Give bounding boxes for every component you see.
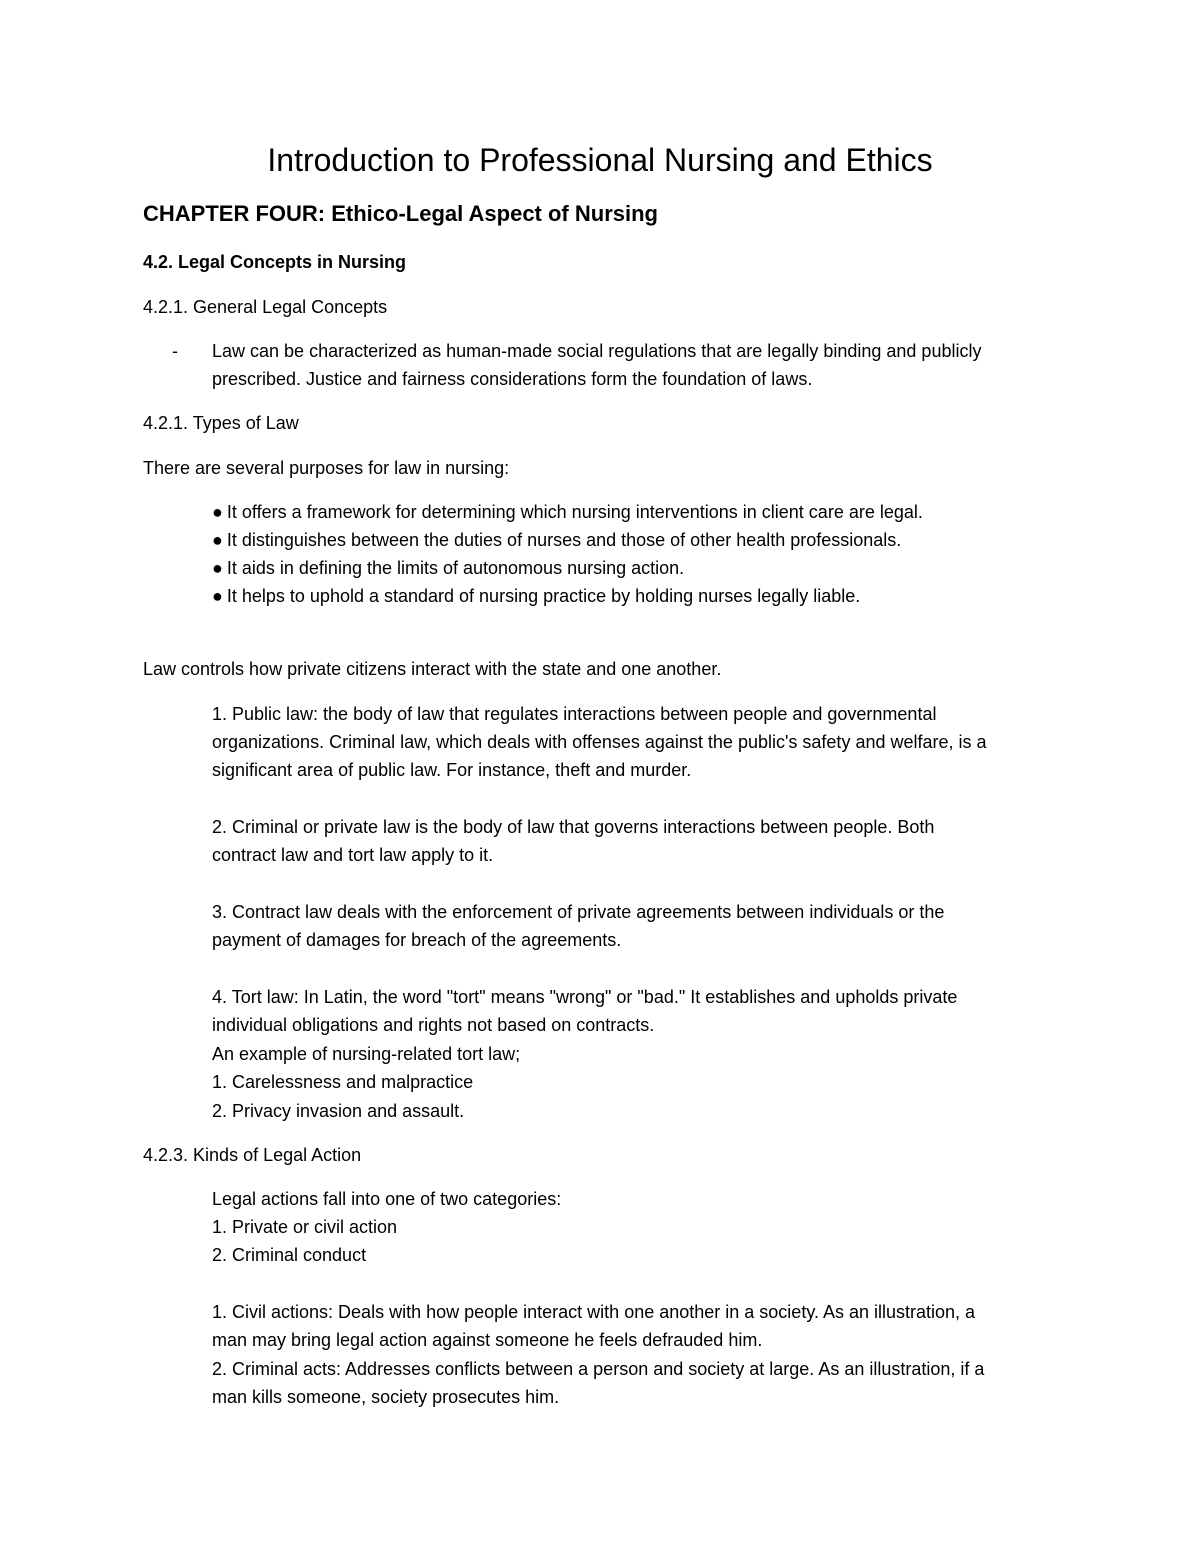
tort-example-intro: An example of nursing-related tort law; [212,1044,521,1064]
tort-law-line-1: 4. Tort law: In Latin, the word "tort" means "wrong" or "bad." It establishes and upholds private [212,987,958,1007]
bullet-icon: ● [212,586,223,606]
bullet-icon: ● [212,502,223,522]
purpose-bullet-text: It helps to uphold a standard of nursing practice by holding nurses legally liable. [226,586,861,606]
civil-actions-line-2: man may bring legal action against someone he feels defrauded him. [212,1330,763,1350]
purpose-bullet-text: It offers a framework for determining which nursing interventions in client care are legal. [226,502,923,522]
legal-action-category-item: 2. Criminal conduct [212,1245,367,1265]
criminal-acts-line-1: 2. Criminal acts: Addresses conflicts between a person and society at large. As an illustration, if a [212,1359,985,1379]
public-law-line-1: 1. Public law: the body of law that regulates interactions between people and governmental [212,704,937,724]
purpose-bullet [212,554,1142,583]
section-heading: 4.2. Legal Concepts in Nursing [143,252,407,272]
tort-example-item: 1. Carelessness and malpractice [212,1072,474,1092]
tort-law-line-2: individual obligations and rights not based on contracts. [212,1015,655,1035]
purpose-bullet [212,498,1142,527]
purpose-bullet [212,526,1142,555]
public-law-line-3: significant area of public law. For instance, theft and murder. [212,760,692,780]
dash-marker: - [172,341,178,361]
criminal-private-law-line-2: contract law and tort law apply to it. [212,845,494,865]
law-definition-line-1: Law can be characterized as human-made social regulations that are legally binding and publicly [212,341,982,361]
criminal-private-law-line-1: 2. Criminal or private law is the body of law that governs interactions between people. Both [212,817,935,837]
contract-law-line-2: payment of damages for breach of the agreements. [212,930,622,950]
public-law-line-2: organizations. Criminal law, which deals with offenses against the public's safety and welfare, is a [212,732,987,752]
tort-example-item: 2. Privacy invasion and assault. [212,1101,465,1121]
chapter-heading: CHAPTER FOUR: Ethico-Legal Aspect of Nursing [143,201,658,226]
criminal-acts-line-2: man kills someone, society prosecutes him. [212,1387,560,1407]
purpose-bullet [212,582,1142,611]
bullet-icon: ● [212,558,223,578]
purpose-bullet-text: It distinguishes between the duties of nurses and those of other health professionals. [226,530,902,550]
legal-action-categories-intro: Legal actions fall into one of two categories: [212,1189,562,1209]
kinds-of-legal-action-heading: 4.2.3. Kinds of Legal Action [143,1145,362,1165]
purposes-intro: There are several purposes for law in nursing: [143,458,510,478]
law-definition-line-2: prescribed. Justice and fairness considerations form the foundation of laws. [212,369,813,389]
legal-action-category-item: 1. Private or civil action [212,1217,398,1237]
bullet-icon: ● [212,530,223,550]
contract-law-line-1: 3. Contract law deals with the enforcement of private agreements between individuals or the [212,902,945,922]
document-title: Introduction to Professional Nursing and Ethics [267,142,933,178]
general-concepts-heading: 4.2.1. General Legal Concepts [143,297,388,317]
civil-actions-line-1: 1. Civil actions: Deals with how people interact with one another in a society. As an illustration, a [212,1302,976,1322]
types-of-law-heading: 4.2.1. Types of Law [143,413,299,433]
law-controls-paragraph: Law controls how private citizens interact with the state and one another. [143,659,722,679]
purpose-bullet-text: It aids in defining the limits of autonomous nursing action. [226,558,685,578]
